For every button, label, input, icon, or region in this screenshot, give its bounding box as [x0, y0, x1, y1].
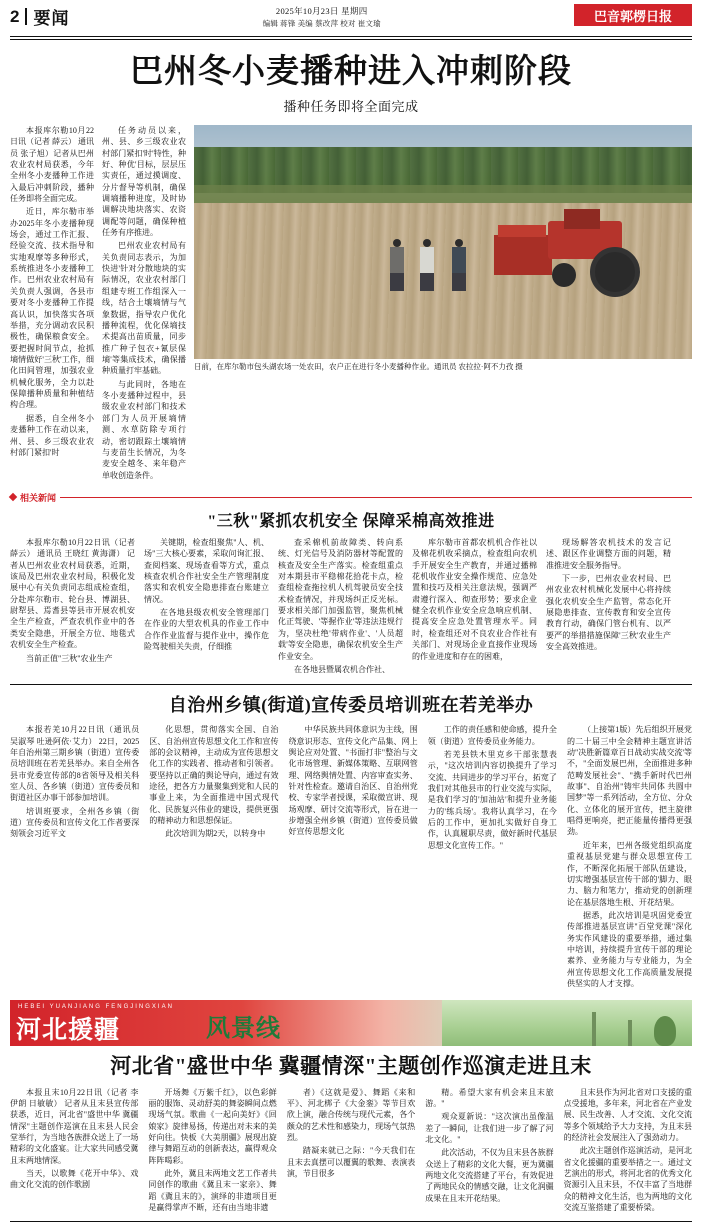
paragraph: 近日，库尔勒市举办2025年冬小麦播种现场会，通过工作汇报、经验交流、技术指导和实地观摩等多种形式，系统推进冬小麦播种工作。巴州农业农村局有关负责人强调，各县市要对冬小麦播种工作提高认识，加快落实各项举措，充分调动农民积极性，确保粮食安全。要把握时间节点，抢抓墒情做好'三秋'工作，细化田间管理，加强农业机械化服务，全力以赴保障播种质量和种植结构合理。: [10, 207, 94, 410]
seeder-implement-top: [498, 225, 546, 237]
tractor-rear-wheel: [590, 247, 640, 297]
paragraph: 工作的责任感和使命感，提升全领（街道）宣传委员业务能力。: [427, 725, 557, 746]
training-column-1: [10, 724, 139, 991]
horizontal-rule: [60, 497, 692, 498]
page-number: 2: [10, 6, 20, 26]
tour-column-5: [564, 1087, 692, 1216]
person-icon: [390, 239, 404, 291]
paragraph: 中华民族共同体意识为主线，围绕意识形态、宣传文化产品集、网上舆论应对处置、"书面打非"整治与文化市场管理、新媒体策略、互联网管理、网络舆情处置、内容审查实务、针对性检查。邀请自治区、自治州党校、专家学者授课，采取微宣讲、现场观摩、研讨交流等形式，旨在进一步增强全州乡镇（街道）宣传委员做好宣传思想文化: [288, 725, 418, 837]
tractor-icon: [494, 211, 662, 297]
paragraph: 近年来，巴州各级党组织高度重视基层党建与群众思想宣传工作，不断深化拓展干部队伍建设，切实增强基层宣传干部的'脚力、眼力、脑力和笔力'，推动党的创新理论在基层落地生根、开花结果。: [566, 840, 692, 907]
publication-date: 2025年10月23日 星期四: [275, 6, 368, 16]
photo-treeline-2: [194, 185, 692, 203]
related-column-1: [10, 537, 135, 677]
banner-pinyin: HEBEI YUANJIANG FENGJINGXIAN: [18, 1003, 174, 1010]
related-column-4: [412, 537, 537, 677]
masthead-rule: [10, 36, 692, 37]
paragraph: 化思想，贯彻落实全国、自治区、自治州宣传思想文化工作和宣传部的会议精神，主动成为宣传思想文化工作的实践者、推动者和引领者。要坚持以正确的舆论导向，通过有效途径，把各方力量聚集到党和人民的事业上来，为全面推进中国式现代化、民族复兴伟业的建设，提供更强的精神动力和思想保证。: [149, 725, 279, 826]
masthead-center: [263, 4, 381, 29]
paragraph: 查采棉机前故障类、转向系统、灯光信号及消防器材等配置的核查及安全生产落实。检查组重点对本期县市平稳棉花拾花卡点，检查组检查拖拉机人机驾驶员安全技术检查情况，并现场纠正反光标。要求相关部门加强监管，聚焦机械化正驾驶、'等握作业'等违法违规行为，坚决杜绝'带病作业'、'人员超载'等安全隐患，确保农机安全生产作业安全。: [278, 537, 403, 661]
divider-bar: [25, 8, 27, 25]
photo-caption: 日前，在库尔勒市包头湖农场一处农田，农户正在进行冬小麦播种作业。通讯员 农拉拉·阿不力孜 摄: [194, 361, 523, 371]
paragraph: 此次培训为期2天，以转身中: [165, 829, 266, 839]
related-column-5: [546, 537, 671, 677]
person-icon: [452, 239, 466, 291]
section-title: 要闻: [33, 9, 70, 28]
banner-artwork: [442, 1000, 692, 1046]
training-column-5: [567, 724, 692, 991]
paragraph: 此外，冀且末两地文艺工作者共同创作的歌曲《冀且末一家亲》、舞蹈《冀且末的》，演绎的非遗项目更是赢得掌声不断，还有由当地非遗: [148, 1169, 277, 1213]
tractor-front-wheel: [552, 263, 576, 287]
paragraph: 若羌县铁木里克乡干部张慧表示，"这次培训内容切换提升了学习交流、共同进步的学习平台，拓宽了我们对其他县市的行业交流与实际，是我们学习的'加油站'和提升业务能力的'练兵场'。我将认真学习，在今后的工作中，更加扎实做好自身工作，认真履职尽责，做好新时代基层思想文化宣传工作。": [427, 749, 557, 850]
page-subtitle: 播种任务即将全面完成: [283, 98, 419, 114]
paragraph: 下一步，巴州农业农村局、巴州农业农村机械化发展中心将持续强化农机安全生产监管，常态化开展隐患排查、宣传教育和安全宣传教育行动，确保门管台机有、以严要严的举措措施保障'三秋'农业生产安全高效推进。: [546, 574, 671, 652]
paragraph: 开场舞《万紫千红》，以色彩鲜丽的服饰、灵动舒美的舞姿瞬间点燃现场气氛。歌曲《一起向美好》《回娘家》旋律易扬，传递出对未来的美好向往。快板《大美朋疆》展现出旋律与舞蹈互动的创新表达，赢得观众阵阵喝彩。: [148, 1087, 277, 1165]
paragraph: （上接第1版）先后组织开展党的二十届三中全会精神主题宣讲活动"决胜新篇章百日战动实战交流'等不，"全面发展巴州，全面推进多种范畴发展社会"、"携手新时代巴州故事"、自治州"铸牢共同体 共圆中国梦"等一系列活动，全方位、分众化、立体化的展开宣传，把主旋律唱得更响亮，把正能量传播得更强劲。: [566, 725, 692, 837]
paragraph: 此次活动，不仅为且末县各族群众送上了精彩的文化大餐，更为冀疆两地文化交流搭建了平台，有效促进了两地民众的情感交融，让文化润疆成果在且末开花结果。: [425, 1148, 554, 1203]
masthead-right: [574, 4, 692, 30]
paragraph: 当天，以歌舞《花开中华》、戏曲文化交流的创作歌剧: [10, 1169, 139, 1190]
tower-icon: [628, 1020, 632, 1046]
seeder-implement: [494, 235, 552, 275]
related-column-3: [278, 537, 403, 677]
related-article-title: "三秋"紧抓农机安全 保障采棉高效推进: [207, 512, 495, 530]
paragraph: 据悉，此次培训是巩固党委宣传部推进基层宣讲"百堂党课"深化务实作风建设的重要举措，通过集中培训，持续提升宣传干部的理论素养、业务能力与专业能力，为全州宣传思想文化工作高质量发展提供坚实的人才支撑。: [566, 911, 692, 989]
newspaper-logo: 巴音郭楞日报: [574, 4, 692, 26]
paragraph: 巴州农业农村局有关负责同志表示，为加快进'针对分散地块的实际情况，农业农村部门组建专班工作组深入一线，结合土壤墒情与气象数据，指导农户优化播种流程，优化保墒技术提高出苗质量，同步推广种子包衣+氰层保墒'等集成技术，确保播种质量打牢基础。: [102, 241, 186, 376]
paragraph: 本报库尔勒10月22日讯（记者 薛云） 通讯员 张子旭）记者从巴州农业农村局获悉，今年全州冬小麦播种工作进入最后冲刺阶段，播种任务即将全面完成。: [10, 125, 94, 203]
lead-column-1: [10, 125, 94, 483]
masthead-rule-2: [10, 39, 692, 40]
training-article-title: 自治州乡镇(街道)宣传委员培训班在若羌举办: [168, 695, 534, 716]
paragraph: 在各地县暨属农机合作社、: [294, 664, 390, 674]
lead-column-2: [102, 125, 186, 483]
farmers-group: [390, 221, 486, 291]
banner-title: 河北援疆: [16, 1016, 121, 1044]
paragraph: 培训班要求，全州各乡镇（街道）宣传委员和宣传文化工作者要深刻领会习近平文: [10, 806, 140, 839]
paragraph: 者）《这就是爱》、舞蹈《来和平》、河北梆子《大金銮》等节目欢欣上演，融合传统与现代元素，各个颇众的艺术性和感染力，现场气氛热烈。: [286, 1087, 416, 1142]
section-divider: [10, 684, 692, 685]
related-news-label: 相关新闻: [20, 492, 57, 503]
related-article-body: [10, 537, 692, 677]
page-title: 巴州冬小麦播种进入冲刺阶段: [130, 53, 572, 90]
paragraph: 库尔勒市首都农机机合作社以及棉花机收采摘点，检查组向农机手开展安全生产教育，并通过播棉花机收作业安全操作规范、应急处置和技巧及相关注意法规，强调严肃遵行深入、彻查形势；要求企业健全农机作业安全应急响应机制、提高安全应急处置管理水平。同时，检查组还对不良农业合作社有关部门、对现场企业直接作业现场的作业进度和存在的困难，: [412, 537, 537, 661]
lead-photo-block: [194, 125, 692, 483]
tour-column-4: [425, 1087, 553, 1216]
masthead: [10, 0, 692, 34]
paragraph: 任务动员以来，州、县、乡三级农业农村部门紧扣'时'特性，种好、种优'目标，层层压实责任，通过摸调度、分片督导等机制，确保调墒播种进度，及时协调解决地块落实、农资调配等问题，确保种植任务有序推进。: [102, 125, 186, 238]
tower-icon: [592, 1012, 596, 1046]
tour-column-3: [287, 1087, 415, 1216]
lead-article: [10, 125, 692, 483]
training-column-2: [149, 724, 278, 991]
paragraph: 关键期，检查组聚焦"人、机、场"三大核心要素，采取问询汇报、查阅档案、现场查看等方式，重点核查农机合作社安全生产管理制度落实和农机安全隐患排查台账建立情况。: [144, 537, 269, 604]
paragraph: 在各地县级农机安全管理部门在作业的大型农机具的作业工作中合作作业监督与提作业中，操作危险驾驶相关失责，仔细推: [144, 608, 269, 652]
paragraph: 此次主题创作巡演活动，是河北省文化援疆的重要举措之一。通过文艺演出的形式，将河北省的优秀文化资源引入且末县，不仅丰富了当地群众的精神文化生活，也为两地的文化交流互鉴搭建了重要桥梁。: [563, 1146, 693, 1213]
masthead-left: [10, 4, 69, 29]
related-column-2: [144, 537, 269, 677]
training-column-4: [428, 724, 557, 991]
tree-icon: [654, 1016, 676, 1046]
tour-column-2: [148, 1087, 276, 1216]
tour-column-1: [10, 1087, 138, 1216]
paragraph: 观众夏新说："这次演出虽像温差了一瞬间，让我们进一步了解了河北文化。": [425, 1112, 554, 1144]
paragraph: 且末县作为河北省对口支援的重点受援地，多年来，河北省在产业发展、民生改善、人才交流、文化交流等多个领域给予大力支持，为且末县的经济社会发展注入了强劲动力。: [563, 1087, 693, 1142]
tractor-cab: [564, 209, 600, 229]
tractor-field-photo: [194, 125, 692, 359]
paragraph: 踏凝来就已之际："今天我们在且末去真摆可以覆翼的歌舞、表演表演，节目很多: [286, 1146, 416, 1179]
training-column-3: [288, 724, 417, 991]
staff-credits: 编辑 蒋锋 美编 蔡改萍 校对 崔文瑜: [262, 18, 381, 28]
paragraph: 现场解答农机技术的发言记述、跟区作业调整方面的问题，精准推进安全服务指导。: [546, 537, 671, 570]
paragraph: 本报若羌10月22日讯（通讯员 吴淑琴 吐逊阿依·艾力） 22日，2025年自治州第三期乡镇（街道）宣传委员培训班在若羌县举办。来自全州各县市党委宣传部的8省领导及相关科室人员、各乡镇（街道）宣传委员和街道社区办事干部参加培训。: [10, 725, 140, 803]
related-news-bar: [10, 491, 692, 504]
tour-article-body: [10, 1087, 692, 1216]
person-icon: [420, 239, 434, 291]
diamond-icon: [9, 493, 17, 501]
paragraph: 当前正值"三秋"农业生产: [26, 653, 113, 663]
banner-subtitle: 风景线: [206, 1015, 281, 1042]
paragraph: 本报库尔勒10月22日讯（记者 薛云） 通讯员 王晓红 黄海潇） 记者从巴州农业农村局获悉，近期，该局及巴州农业农村局，积极化发展中心有关负责同志组成检查组，分赴库尔勒市、轮台县、博湖县、尉犁县、焉耆县等县市开展农机安全生产检查，严查农机作业中的各类安全隐患，开展全方位、地毯式农机安全生产检查。: [10, 537, 135, 650]
tour-article-title: 河北省"盛世中华 冀疆情深"主题创作巡演走进且末: [110, 1053, 592, 1078]
paragraph: 本报且末10月22日讯（记者 李 伊朗 日敏敏） 记者从且末县宣传部获悉，近日，河北省"盛世中华 冀疆情深"主题创作巡演在且末县人民会堂举行，为当地各族群众送上了一场精彩的文化盛宴。让大家共同感受冀且末两地情深。: [10, 1087, 139, 1165]
paragraph: 与此同时，各地在冬小麦播种过程中，县级农业农村部门和技术部门为人员开展墒情测、水草防除专项行动，密切跟踪土壤墒情与麦苗生长情况，为冬麦安全越冬、来年稳产单收创造条件。: [102, 379, 186, 480]
paragraph: 据悉，自全州冬小麦播种工作在动以来，州、县、乡三级农业农村部门紧扣'时: [10, 413, 94, 457]
hebei-aid-banner: [10, 1000, 692, 1046]
training-article-body: [10, 724, 692, 991]
paragraph: 精。希望大家有机会来且末旅游。": [425, 1087, 554, 1108]
